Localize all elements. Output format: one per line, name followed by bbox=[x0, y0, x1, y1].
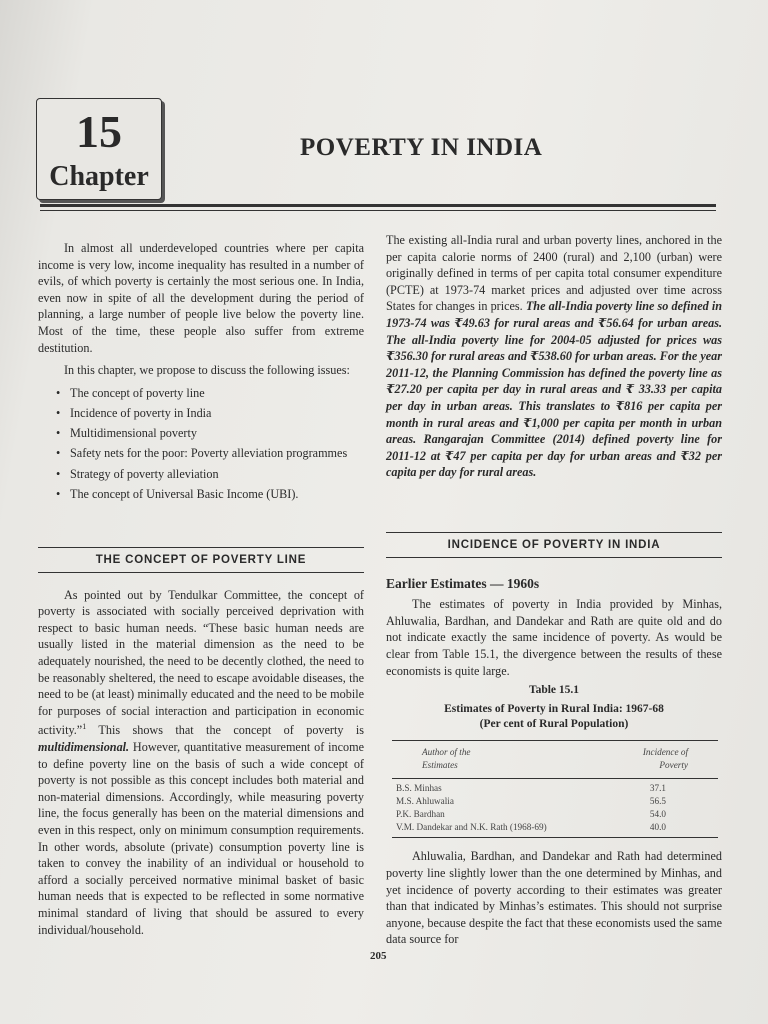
text-run: This shows that the concept of poverty is bbox=[86, 723, 364, 738]
table-subtitle: (Per cent of Rural Population) bbox=[479, 718, 629, 731]
table-cell-value: 54.0 bbox=[649, 808, 666, 819]
emphasis-text: The all-India poverty line so defined in 1973-74 was ₹49.63 for rural areas and ₹56.64 for urban areas. The all-India poverty line for 2004-05 adjusted for prices was ₹356.30 for rural areas and ₹538.60 for urban areas. For the year 2011-12, the Planning Commission has defined the poverty line as ₹27.20 per capita per day in rural areas and ₹ 33.33 per capita per day in urban areas. This translates to ₹816 per capita per month in rural areas and ₹1,000 per capita per month in urban areas. Rangarajan Committee (2014) defined poverty line for 2011-12 at ₹47 per capita per day for urban areas and ₹32 per capita per day for rural areas. bbox=[386, 299, 723, 480]
estimates-paragraph: The estimates of poverty in India provided by Minhas, Ahluwalia, Bardhan, and Dandekar and Rath are quite old and do not indicate exactly the same incidence of poverty. As would be clear from Table 15.1, the divergence between the results of these economists is quite large. bbox=[386, 597, 722, 678]
poverty-line-paragraph bbox=[386, 232, 722, 481]
table-cell-value: 56.5 bbox=[649, 795, 666, 806]
list-item: • Safety nets for the poor: Poverty alleviation programmes bbox=[70, 445, 364, 462]
issues-lead: In this chapter, we propose to discuss the following issues: bbox=[64, 363, 350, 378]
text-run: However, quantitative measurement of income to define poverty line on the basis of such a wide concept of poverty is not possible as this concept includes both material and non-material dimensions. Accordingly, while measuring poverty line, the focus generally has been on the material dimensions and even in this respect, only on minimum consumption requirements. In other words, absolute (private) consumption poverty line is taken to convey the inability of an individual or household to afford a socially perceived normative minimal basket of basic human needs that is expected to be reflected in some normative minimal standard of living that should be assured to every individual/household. bbox=[38, 740, 364, 937]
footnote-marker: 1 bbox=[82, 722, 87, 732]
table-row bbox=[392, 821, 718, 838]
section-heading-incidence: INCIDENCE OF POVERTY IN INDIA bbox=[386, 532, 722, 558]
table-label: Table 15.1 bbox=[528, 684, 580, 697]
poverty-estimates-table bbox=[392, 740, 718, 838]
table-cell-author: V.M. Dandekar and N.K. Rath (1968-69) bbox=[392, 821, 609, 838]
table-cell-author: M.S. Ahluwalia bbox=[396, 795, 454, 806]
header-rule-thin bbox=[40, 210, 716, 211]
intro-paragraph: In almost all underdeveloped countries where per capita income is very low, income inequality has resulted in a number of evils, of which poverty is certainly the most serious one. In India, even now in spite of all the development during the period of planning, a large number of people live below the poverty line. Most of the time, these people also suffer from extreme destitution. bbox=[38, 241, 364, 355]
emphasis-text: multidimensional. bbox=[38, 740, 130, 754]
table-cell-value: 40.0 bbox=[609, 821, 718, 838]
issues-list bbox=[38, 385, 364, 503]
chapter-label: Chapter bbox=[49, 161, 149, 192]
list-item: • Strategy of poverty alleviation bbox=[70, 466, 364, 483]
table-cell-author: B.S. Minhas bbox=[396, 782, 442, 793]
right-section bbox=[386, 532, 722, 948]
table-cell-value: 37.1 bbox=[649, 782, 666, 793]
table-row bbox=[392, 795, 718, 808]
chapter-number: 15 bbox=[76, 106, 122, 157]
text-run: The existing all-India rural and urban poverty lines, anchored in the per capita calorie norms of 2400 (rural) and 2,100 (urban) were originally defined in terms of per capita total consumer expenditure (PCTE) at 1973-74 market prices and adjusted over time across States for changes in prices. bbox=[386, 233, 722, 314]
left-column bbox=[38, 240, 364, 506]
list-item: • The concept of poverty line bbox=[70, 385, 364, 402]
table-row bbox=[392, 808, 718, 821]
table-cell-author: P.K. Bardhan bbox=[396, 808, 445, 819]
right-column bbox=[386, 232, 722, 481]
header-rule-thick bbox=[40, 204, 716, 207]
comparison-paragraph: Ahluwalia, Bardhan, and Dandekar and Rath had determined poverty line slightly lower than the one determined by Minhas, and yet incidence of poverty according to their estimates was greater than that indicated by Minhas’s estimates. This should not surprise anyone, because despite the fact that these economists used the same data source for bbox=[386, 849, 722, 947]
page-number: 205 bbox=[370, 950, 387, 962]
chapter-badge bbox=[36, 98, 162, 200]
table-title: Estimates of Poverty in Rural India: 1967-68 bbox=[444, 703, 664, 716]
concept-paragraph bbox=[38, 587, 364, 939]
subheading: Earlier Estimates — 1960s bbox=[386, 575, 540, 591]
chapter-title: POVERTY IN INDIA bbox=[300, 134, 543, 161]
left-section bbox=[38, 547, 364, 938]
table-header-author: Author of the Estimates bbox=[392, 741, 609, 778]
table-row bbox=[392, 778, 718, 795]
list-item: • The concept of Universal Basic Income (UBI). bbox=[70, 486, 364, 503]
list-item: • Multidimensional poverty bbox=[70, 425, 364, 442]
table-header-incidence: Incidence of Poverty bbox=[609, 741, 718, 778]
list-item: • Incidence of poverty in India bbox=[70, 405, 364, 422]
quote-text: As pointed out by Tendulkar Committee, the concept of poverty is associated with socially perceived deprivation with respect to basic human needs. “These basic human needs are usually listed in the material dimension as the need to be adequately nourished, the need to be decently clothed, the need to be reasonably sheltered, the need to escape avoidable diseases, the need to be (at least) minimally educated and the need to be mobile for purposes of social interaction and participation in economic activity.” bbox=[38, 587, 364, 738]
section-heading-poverty-line: THE CONCEPT OF POVERTY LINE bbox=[38, 547, 364, 573]
